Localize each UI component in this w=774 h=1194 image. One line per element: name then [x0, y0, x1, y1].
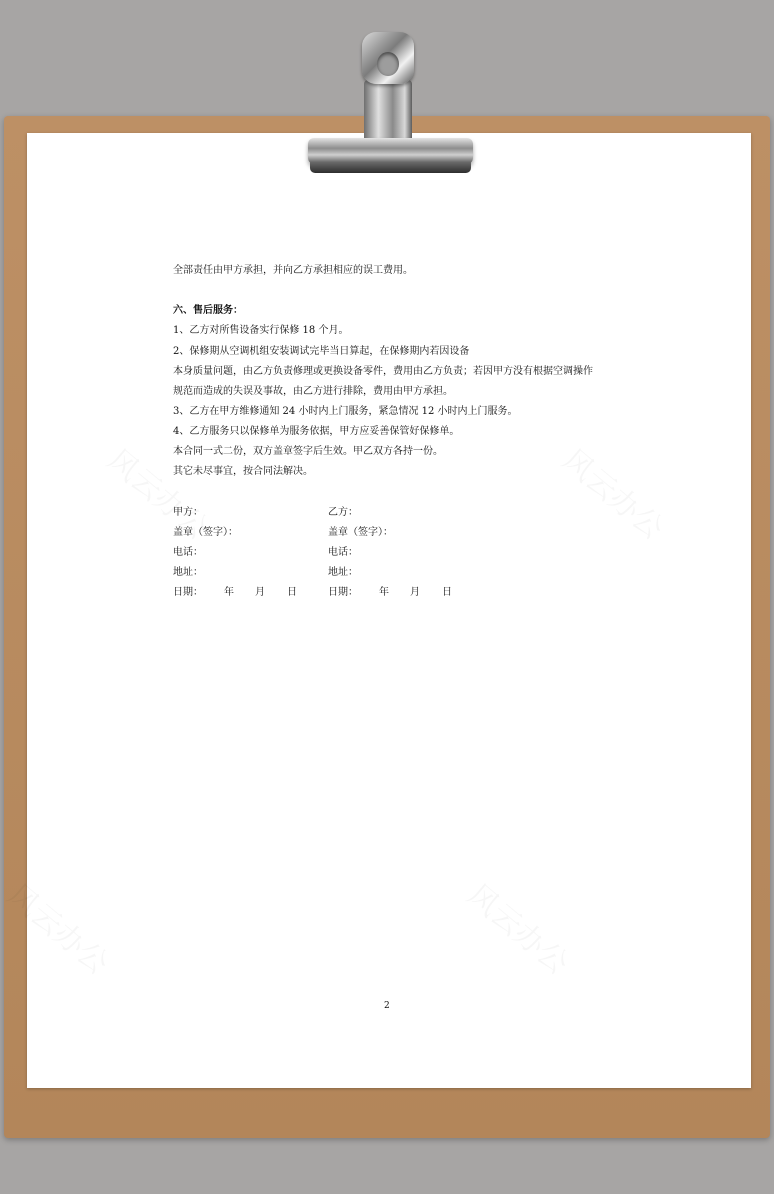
party-b-label: 乙方：: [328, 507, 358, 518]
party-b-address-label: 地址：: [328, 567, 358, 578]
binder-clip-lip: [310, 162, 471, 173]
binder-clip-hole: [377, 52, 399, 76]
page-number: 2: [384, 1001, 390, 1011]
party-a-phone-label: 电话：: [173, 547, 203, 558]
body-line: 2、保修期从空调机组安装调试完毕当日算起，在保修期内若因设备: [173, 346, 470, 357]
party-b-year-label: 年: [379, 587, 389, 598]
body-line: 全部责任由甲方承担，并向乙方承担相应的误工费用。: [173, 265, 413, 276]
party-a-year-label: 年: [224, 587, 234, 598]
party-a-seal-label: 盖章（签字）：: [173, 527, 238, 538]
party-b-day-label: 日: [442, 587, 452, 598]
body-line: 本身质量问题，由乙方负责修理或更换设备零件，费用由乙方负责；若因甲方没有根据空调操作: [173, 366, 593, 377]
party-b-date-label: 日期：: [328, 587, 358, 598]
body-line: 3、乙方在甲方维修通知 24 小时内上门服务，紧急情况 12 小时内上门服务。: [173, 406, 518, 417]
party-b-phone-label: 电话：: [328, 547, 358, 558]
party-a-day-label: 日: [287, 587, 297, 598]
party-a-date-label: 日期：: [173, 587, 203, 598]
binder-clip: [308, 138, 473, 164]
section-heading: 六、售后服务：: [173, 305, 243, 316]
party-b-month-label: 月: [410, 587, 420, 598]
body-line: 4、乙方服务只以保修单为服务依据，甲方应妥善保管好保修单。: [173, 426, 460, 437]
body-line: 1、乙方对所售设备实行保修 18 个月。: [173, 325, 349, 336]
party-a-address-label: 地址：: [173, 567, 203, 578]
party-a-label: 甲方：: [173, 507, 203, 518]
party-b-seal-label: 盖章（签字）：: [328, 527, 393, 538]
party-a-month-label: 月: [255, 587, 265, 598]
body-line: 本合同一式二份，双方盖章签字后生效。甲乙双方各持一份。: [173, 446, 443, 457]
binder-clip-neck: [364, 80, 412, 140]
body-line: 其它未尽事宜，按合同法解决。: [173, 466, 313, 477]
body-line: 规范而造成的失误及事故，由乙方进行排除，费用由甲方承担。: [173, 386, 453, 397]
